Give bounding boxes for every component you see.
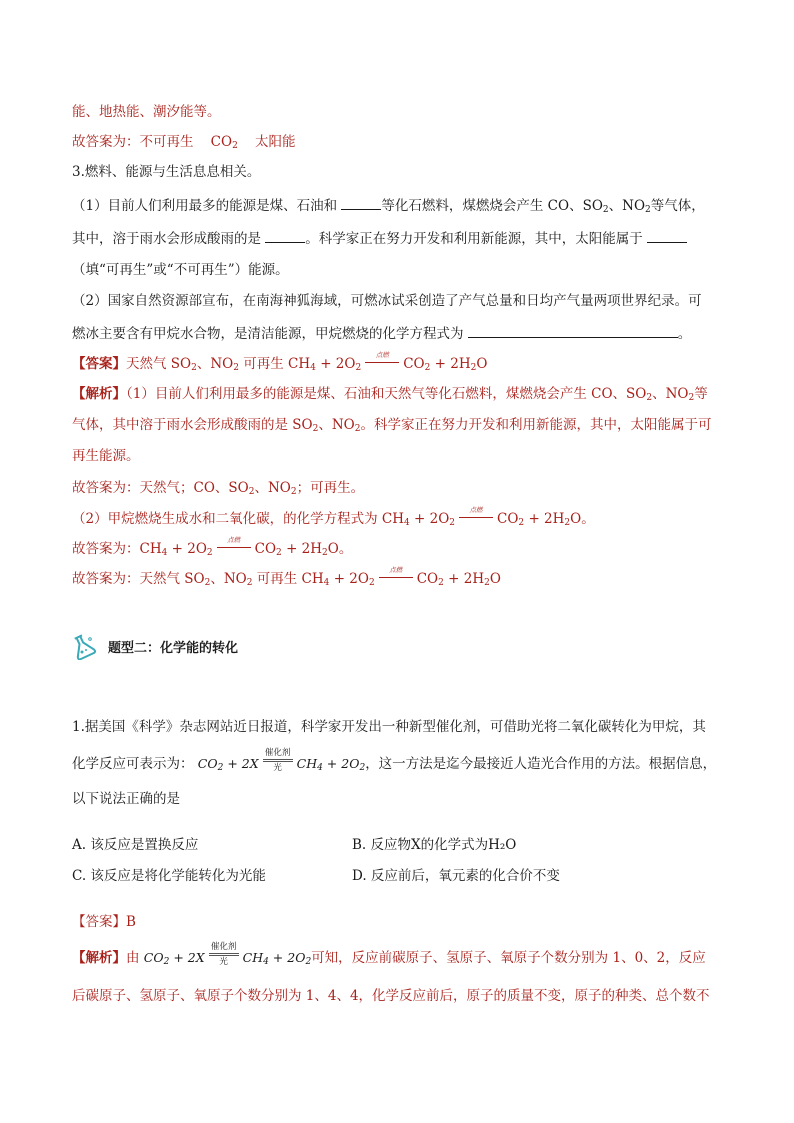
text: 能、地热能、潮汐能等。 (72, 104, 221, 120)
condition-text: 催化剂 (264, 748, 291, 758)
text: （2）甲烷燃烧生成水和二氧化碳，的化学方程式为 CH (72, 511, 404, 527)
reaction-arrow (379, 566, 413, 583)
catalyst-arrow (207, 942, 241, 967)
analysis-label: 【解析】 (72, 386, 126, 402)
answer-label: 【答案】 (72, 356, 126, 372)
text: 1.据美国《科学》杂志网站近日报道，科学家开发出一种新型催化剂，可借助光将二氧化碳转化为甲烷，其 (72, 719, 706, 735)
text: 可再生 CH (243, 356, 311, 372)
answer-blank[interactable] (265, 229, 305, 243)
answer-line: 故答案为：不可再生 $CO_2$ 太阳能 (72, 134, 296, 151)
text: （1）目前人们利用最多的能源是煤、石油和天然气等化石燃料，煤燃烧会产生 CO、SO (126, 386, 647, 402)
text: 、NO (652, 386, 689, 402)
condition-text: 光 (219, 957, 228, 967)
answer-blank[interactable] (647, 229, 687, 243)
analysis-line-3 (72, 447, 140, 465)
text: 、NO (196, 356, 234, 372)
text: （1）目前人们利用最多的能源是煤、石油和 (72, 198, 338, 214)
option-c[interactable] (72, 867, 266, 885)
analysis-line-5: （2）甲烷燃烧生成水和二氧化碳，的化学方程式为 $CH_4 + 2O_2$ 点燃 $CO_2 + 2H_2O$。 (72, 506, 595, 528)
text: 3.燃料、能源与生活息息相关。 (72, 164, 261, 180)
section-title: 题型二：化学能的转化 (108, 641, 239, 656)
text: 【答案】B (72, 914, 136, 930)
text: 故答案为：不可再生 (72, 134, 194, 150)
question-3-part2-line2 (72, 324, 691, 343)
text: 。科学家正在努力开发和利用新能源，其中，太阳能属于 (305, 231, 643, 247)
text: 后碳原子、氢原子、氧原子个数分别为 1、4、4，化学反应前后，原子的质量不变，原子的种类、总个数不 (72, 988, 710, 1004)
text: 化学反应可表示为： (72, 756, 194, 772)
text: （填“可再生”或“不可再生”）能源。 (72, 262, 289, 278)
answer-line: 【答案】天然气 $SO_2$、$NO_2$ 可再生 $CH_4 + 2O_2$ 点燃 $CO_2 + 2H_2O$ (72, 351, 488, 373)
analysis-line-1: 【解析】（1）目前人们利用最多的能源是煤、石油和天然气等化石燃料，煤燃烧会产生 CO、$SO_2$、$NO_2$等 (72, 386, 708, 403)
text: 、NO (210, 571, 247, 587)
text: 燃冰主要含有甲烷水合物，是清洁能源，甲烷燃烧的化学方程式为 (72, 326, 464, 342)
text: 等 (694, 386, 708, 402)
text: CO (210, 134, 233, 150)
text: C. 该反应是将化学能转化为光能 (72, 868, 266, 884)
option-b[interactable] (352, 836, 516, 854)
analysis-line-2: 气体，其中溶于雨水会形成酸雨的是 $SO_2$、$NO_2$。科学家正在努力开发和利用新能源，其中，太阳能属于可 (72, 417, 712, 434)
condition-text: 点燃 (375, 351, 389, 359)
text: 太阳能 (254, 134, 296, 150)
answer-blank[interactable] (468, 324, 678, 338)
text: 、NO (318, 417, 355, 433)
text: 再生能源。 (72, 448, 140, 464)
analysis-line-6: 故答案为：$CH_4 + 2O_2$ 点燃 $CO_2 + 2H_2O$。 (72, 536, 353, 558)
text: 故答案为：天然气；CO、SO (72, 480, 249, 496)
flask-icon (70, 632, 98, 660)
reaction-arrow (459, 506, 493, 523)
option-a[interactable] (72, 836, 198, 854)
option-d[interactable] (352, 867, 560, 885)
text: 以下说法正确的是 (72, 791, 180, 807)
text: 由 (126, 950, 140, 966)
question-1-line2: 化学反应可表示为： $CO_2 + 2X$ 催化剂 光 $CH_4 + 2O_2$，这一方法是迄今最接近人造光合作用的方法。根据信息， (72, 748, 717, 773)
analysis-label: 【解析】 (72, 950, 126, 966)
reaction-arrow (217, 536, 251, 553)
text: 、NO (608, 198, 646, 214)
text: A. 该反应是置换反应 (72, 837, 199, 853)
text: 天然气 SO (126, 356, 192, 372)
condition-text: 点燃 (389, 566, 403, 574)
answer-line (72, 913, 136, 931)
text: 可知，反应前碳原子、氢原子、氧原子个数分别为 1、0、2，反应 (311, 950, 706, 966)
text: 气体，其中溶于雨水会形成酸雨的是 SO (72, 417, 313, 433)
text: 等气体， (650, 198, 705, 214)
text: B. 反应物X的化学式为H₂O (352, 837, 517, 853)
text: 等化石燃料，煤燃烧会产生 CO、SO (381, 198, 603, 214)
text: （2）国家自然资源部宣布，在南海神狐海域，可燃冰试采创造了产气总量和日均产气量两项世界纪录。可 (72, 293, 702, 309)
condition-text: 光 (273, 763, 282, 773)
reaction-arrow (365, 351, 399, 368)
text: 、NO (254, 480, 291, 496)
question-1-line1 (72, 718, 706, 736)
text: 其中，溶于雨水会形成酸雨的是 (72, 231, 261, 247)
answer-blank[interactable] (341, 196, 381, 210)
condition-text: 催化剂 (210, 942, 237, 952)
text: ；可再生。 (296, 480, 365, 496)
analysis-line-1: 【解析】由 $CO_2 + 2X$ 催化剂 光 $CH_4 + 2O_2$可知，反应前碳原子、氢原子、氧原子个数分别为 1、0、2，反应 (72, 942, 706, 967)
condition-text: 点燃 (227, 536, 241, 544)
text: 。 (677, 326, 692, 342)
question-3-part1-line2 (72, 229, 687, 248)
text: 。科学家正在努力开发和利用新能源，其中，太阳能属于可 (360, 417, 712, 433)
question-1-line3 (72, 790, 180, 808)
analysis-line-4: 故答案为：天然气；CO、$SO_2$、$NO_2$；可再生。 (72, 480, 365, 497)
question-3-part1-line3 (72, 261, 289, 279)
condition-text: 点燃 (469, 506, 483, 514)
text: D. 反应前后，氧元素的化合价不变 (352, 868, 560, 884)
text: 可再生 CH (256, 571, 324, 587)
text: 故答案为：CH (72, 541, 162, 557)
question-3-part2-line1 (72, 292, 702, 310)
analysis-line-7: 故答案为：天然气 $SO_2$、$NO_2$ 可再生 $CH_4 + 2O_2$ 点燃 $CO_2 + 2H_2O$ (72, 566, 501, 588)
question-3-title (72, 163, 260, 181)
analysis-line-2 (72, 987, 710, 1005)
text: 故答案为：天然气 SO (72, 571, 205, 587)
continuation-line (72, 103, 221, 121)
text: ，这一方法是迄今最接近人造光合作用的方法。根据信息， (365, 756, 717, 772)
question-3-part1-line1: （1）目前人们利用最多的能源是煤、石油和 等化石燃料，煤燃烧会产生 CO、$SO_2$、$NO_2$等气体， (72, 198, 705, 215)
catalyst-arrow (261, 748, 295, 773)
